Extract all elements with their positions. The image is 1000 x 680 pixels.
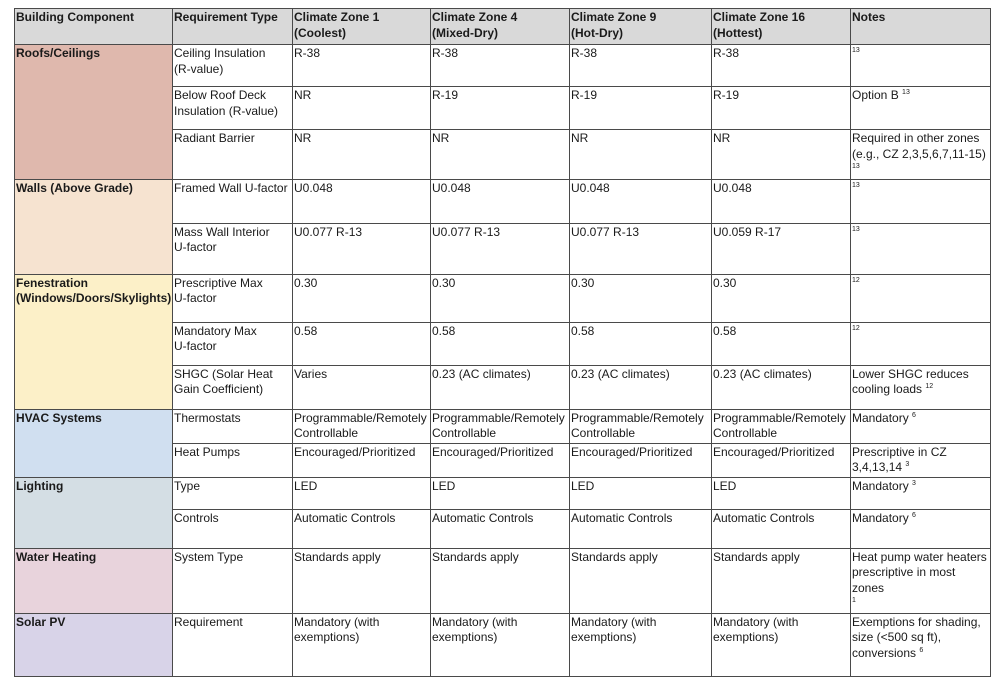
header-row	[15, 9, 991, 45]
cell-cz4: Encouraged/Prioritized	[431, 443, 570, 477]
cell-cz16: Automatic Controls	[712, 509, 851, 548]
footnote-ref: 12	[852, 276, 860, 284]
cell-cz9	[570, 409, 712, 443]
req-line: Ceiling Insulation	[174, 46, 266, 60]
value-line: Mandatory (with	[432, 614, 518, 629]
cell-cz4: NR	[431, 130, 570, 180]
requirement-below-roof-deck	[173, 87, 293, 130]
cell-cz16: Standards apply	[712, 548, 851, 613]
component-hvac-systems: HVAC Systems	[15, 409, 173, 477]
requirement-solar: Requirement	[173, 613, 293, 676]
req-line: Prescriptive Max	[174, 275, 263, 290]
value-line: Mandatory (with	[294, 614, 380, 629]
component-lighting: Lighting	[15, 477, 173, 548]
req-line: Below Roof Deck	[174, 88, 267, 102]
cell-notes	[851, 45, 991, 87]
cell-cz4: 0.58	[431, 322, 570, 365]
req-line: (R-value)	[174, 61, 224, 76]
cell-cz1: R-38	[293, 45, 431, 87]
cell-cz1: LED	[293, 477, 431, 509]
requirements-table-wrapper	[14, 8, 991, 677]
requirement-system-type: System Type	[173, 548, 293, 613]
value-line: Programmable/Remotely	[713, 410, 846, 425]
note-text: (e.g., CZ 2,3,5,6,7,11-15)	[852, 146, 986, 161]
value-line: Controllable	[571, 426, 636, 440]
note-text: Option B	[852, 88, 899, 102]
cell-notes	[851, 130, 991, 180]
cell-notes	[851, 87, 991, 130]
cell-notes	[851, 365, 991, 409]
value-line: exemptions)	[294, 630, 360, 644]
table-row	[15, 274, 991, 322]
cell-cz9	[570, 613, 712, 676]
cell-cz1: 0.58	[293, 322, 431, 365]
cell-cz9: U0.077 R-13	[570, 223, 712, 274]
cell-cz4: U0.048	[431, 179, 570, 223]
cell-cz4: R-38	[431, 45, 570, 87]
fenestration-label: Fenestration	[16, 275, 89, 290]
value-line: Controllable	[432, 426, 497, 440]
cell-cz4: R-19	[431, 87, 570, 130]
cell-notes	[851, 477, 991, 509]
requirement-shgc	[173, 365, 293, 409]
footnote-ref: 3	[905, 461, 910, 468]
requirement-mass-wall	[173, 223, 293, 274]
table-row	[15, 45, 991, 87]
value-line: exemptions)	[432, 630, 498, 644]
cell-cz1: Automatic Controls	[293, 509, 431, 548]
cell-cz4: 0.30	[431, 274, 570, 322]
value-line: Programmable/Remotely	[294, 410, 427, 425]
cell-cz16	[712, 409, 851, 443]
cell-notes	[851, 613, 991, 676]
requirement-framed-wall: Framed Wall U-factor	[173, 179, 293, 223]
cell-cz9: U0.048	[570, 179, 712, 223]
value-line: Controllable	[713, 426, 778, 440]
header-requirement-type: Requirement Type	[173, 9, 293, 45]
footnote-ref: 13	[852, 181, 860, 189]
req-line: Insulation (R-value)	[174, 103, 279, 118]
cell-notes	[851, 223, 991, 274]
cell-cz1: U0.077 R-13	[293, 223, 431, 274]
value-line: Programmable/Remotely	[571, 410, 704, 425]
value-line: Mandatory (with	[571, 614, 657, 629]
cell-cz1	[293, 409, 431, 443]
cell-cz1: 0.30	[293, 274, 431, 322]
value-line: Mandatory (with	[713, 614, 799, 629]
requirement-thermostats: Thermostats	[173, 409, 293, 443]
value-line: Controllable	[294, 426, 359, 440]
cell-cz4: Automatic Controls	[431, 509, 570, 548]
cell-cz1: Encouraged/Prioritized	[293, 443, 431, 477]
cell-cz16: LED	[712, 477, 851, 509]
table-row	[15, 613, 991, 676]
table-row	[15, 548, 991, 613]
req-line: U-factor	[174, 339, 217, 353]
footnote-ref: 13	[902, 89, 910, 96]
cell-cz4	[431, 409, 570, 443]
cell-cz9: 0.23 (AC climates)	[570, 365, 712, 409]
note-text: 3,4,13,14	[852, 460, 903, 474]
component-water-heating: Water Heating	[15, 548, 173, 613]
cell-cz9: LED	[570, 477, 712, 509]
cell-cz9: Encouraged/Prioritized	[570, 443, 712, 477]
header-cz16-line1: Climate Zone 16	[713, 10, 806, 24]
cell-notes	[851, 179, 991, 223]
cell-cz9: R-38	[570, 45, 712, 87]
component-roofs-ceilings: Roofs/Ceilings	[15, 45, 173, 180]
cell-notes	[851, 548, 991, 613]
cell-cz1: U0.048	[293, 179, 431, 223]
fenestration-sublabel: (Windows/Doors/Skylights)	[16, 291, 172, 305]
footnote-ref: 12	[925, 383, 934, 390]
cell-notes	[851, 509, 991, 548]
requirement-ceiling-insulation	[173, 45, 293, 87]
header-climate-zone-16	[712, 9, 851, 45]
cell-cz4: 0.23 (AC climates)	[431, 365, 570, 409]
req-line: U-factor	[174, 240, 217, 254]
req-line: Gain Coefficient)	[174, 382, 264, 396]
cell-notes	[851, 409, 991, 443]
component-solar-pv: Solar PV	[15, 613, 173, 676]
footnote-ref: 1	[852, 597, 856, 604]
note-text: prescriptive in most zones	[852, 565, 956, 595]
note-text: cooling loads	[852, 382, 923, 396]
cell-notes	[851, 443, 991, 477]
note-text: Lower SHGC reduces	[852, 366, 969, 381]
header-cz4-line2: (Mixed-Dry)	[432, 25, 499, 40]
cell-cz9: 0.30	[570, 274, 712, 322]
component-walls: Walls (Above Grade)	[15, 179, 173, 274]
cell-cz4: LED	[431, 477, 570, 509]
footnote-ref: 3	[912, 479, 916, 487]
cell-cz16: R-19	[712, 87, 851, 130]
footnote-ref: 12	[852, 324, 860, 332]
note-text: Heat pump water heaters	[852, 549, 987, 564]
footnote-ref: 13	[852, 47, 860, 54]
requirement-heat-pumps: Heat Pumps	[173, 443, 293, 477]
header-climate-zone-9	[570, 9, 712, 45]
note-text: Mandatory	[852, 510, 909, 525]
header-cz9-line2: (Hot-Dry)	[571, 25, 623, 40]
note-text: Mandatory	[852, 478, 909, 493]
value-line: exemptions)	[571, 630, 637, 644]
req-line: SHGC (Solar Heat	[174, 366, 273, 381]
cell-cz16: NR	[712, 130, 851, 180]
header-climate-zone-4	[431, 9, 570, 45]
header-cz16-line2: (Hottest)	[713, 25, 763, 40]
requirement-prescriptive-max	[173, 274, 293, 322]
cell-cz9: R-19	[570, 87, 712, 130]
table-row	[15, 409, 991, 443]
cell-cz16: R-38	[712, 45, 851, 87]
cell-cz4: U0.077 R-13	[431, 223, 570, 274]
req-line: Mass Wall Interior	[174, 224, 270, 239]
header-climate-zone-1: Climate Zone 1 (Coolest)	[293, 9, 431, 45]
footnote-ref: 6	[912, 511, 916, 519]
cell-cz9: 0.58	[570, 322, 712, 365]
cell-cz16: U0.048	[712, 179, 851, 223]
note-text: Mandatory	[852, 410, 909, 425]
note-text: Prescriptive in CZ	[852, 444, 947, 459]
header-notes: Notes	[851, 9, 991, 45]
cell-cz16: U0.059 R-17	[712, 223, 851, 274]
cell-cz9: NR	[570, 130, 712, 180]
note-text: size (<500 sq ft),	[852, 630, 942, 644]
requirement-mandatory-max	[173, 322, 293, 365]
cell-cz16: Encouraged/Prioritized	[712, 443, 851, 477]
value-line: exemptions)	[713, 630, 779, 644]
value-line: Programmable/Remotely	[432, 410, 565, 425]
cell-cz4	[431, 613, 570, 676]
req-line: U-factor	[174, 291, 217, 305]
note-text: Required in other zones	[852, 131, 980, 145]
footnote-ref: 6	[912, 411, 916, 419]
cell-notes	[851, 322, 991, 365]
cell-cz1	[293, 613, 431, 676]
requirement-lighting-controls: Controls	[173, 509, 293, 548]
header-cz9-line1: Climate Zone 9	[571, 10, 657, 24]
cell-cz1: Standards apply	[293, 548, 431, 613]
building-requirements-table	[14, 8, 991, 677]
footnote-ref: 13	[852, 225, 860, 233]
cell-cz9: Automatic Controls	[570, 509, 712, 548]
cell-cz4: Standards apply	[431, 548, 570, 613]
cell-cz16	[712, 613, 851, 676]
header-building-component: Building Component	[15, 9, 173, 45]
cell-notes	[851, 274, 991, 322]
cell-cz16: 0.23 (AC climates)	[712, 365, 851, 409]
cell-cz1: NR	[293, 87, 431, 130]
component-fenestration	[15, 274, 173, 409]
footnote-ref: 6	[919, 646, 924, 654]
header-cz4-line1: Climate Zone 4	[432, 10, 518, 24]
cell-cz1: NR	[293, 130, 431, 180]
table-row	[15, 179, 991, 223]
note-text: Exemptions for shading,	[852, 614, 981, 629]
req-line: Mandatory Max	[174, 323, 257, 338]
cell-cz16: 0.30	[712, 274, 851, 322]
requirement-lighting-type: Type	[173, 477, 293, 509]
cell-cz1: Varies	[293, 365, 431, 409]
table-row	[15, 477, 991, 509]
requirement-radiant-barrier: Radiant Barrier	[173, 130, 293, 180]
note-text: conversions	[852, 645, 917, 660]
cell-cz16: 0.58	[712, 322, 851, 365]
footnote-ref: 13	[852, 163, 860, 170]
cell-cz9: Standards apply	[570, 548, 712, 613]
